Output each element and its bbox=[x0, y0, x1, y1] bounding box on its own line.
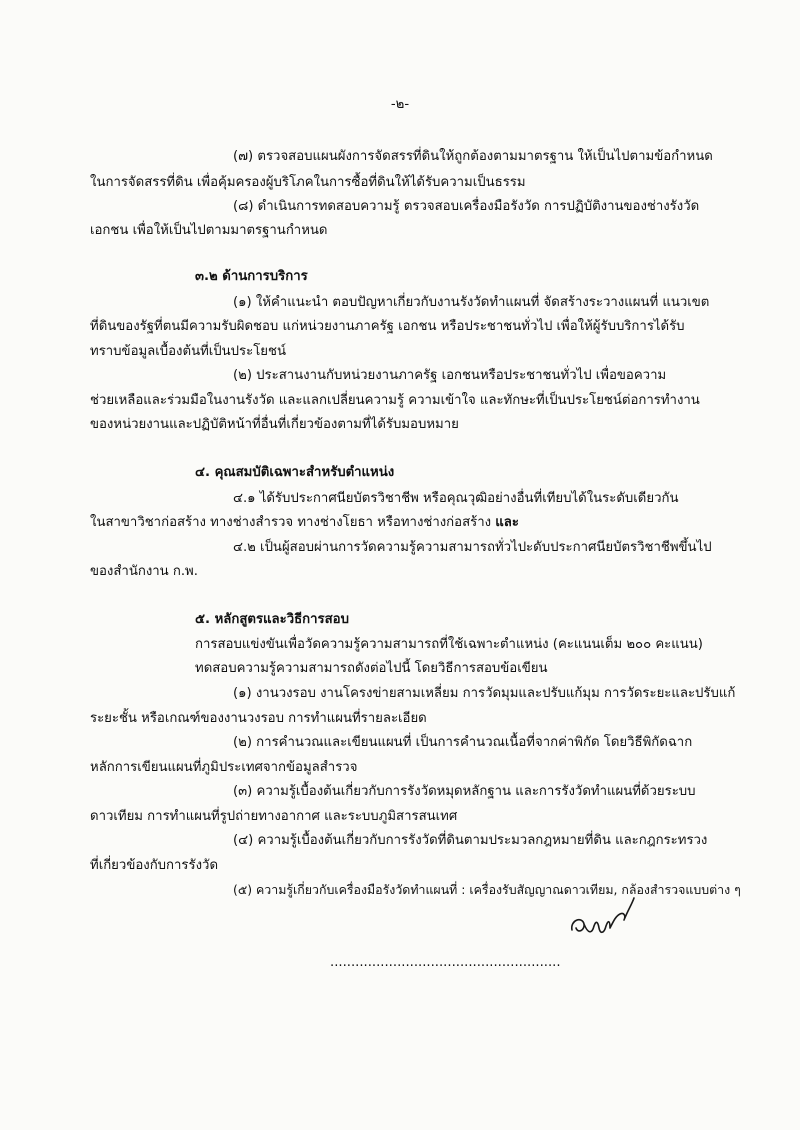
service-item-2-line-3: ของหน่วยงานและปฏิบัติหน้าที่อื่นที่เกี่ยวข้องตามที่ได้รับมอบหมาย bbox=[90, 417, 459, 432]
handwritten-signature bbox=[568, 890, 638, 944]
signature-icon bbox=[568, 890, 638, 940]
and-keyword: และ bbox=[495, 515, 519, 530]
qualification-4-1-line-1: ๔.๑ ได้รับประกาศนียบัตรวิชาชีพ หรือคุณวุฒิอย่างอื่นที่เทียบได้ในระดับเดียวกัน bbox=[233, 491, 679, 506]
exam-intro-line-2: ทดสอบความรู้ความสามารถดังต่อไปนี้ โดยวิธีการสอบข้อเขียน bbox=[195, 661, 548, 676]
section-5-heading: ๕. หลักสูตรและวิธีการสอบ bbox=[195, 612, 349, 627]
exam-item-1-line-1: (๑) งานวงรอบ งานโครงข่ายสามเหลี่ยม การวัดมุมและปรับแก้มุม การวัดระยะและปรับแก้ bbox=[233, 686, 736, 701]
service-item-2-line-1: (๒) ประสานงานกับหน่วยงานภาครัฐ เอกชนหรือประชาชนทั่วไป เพื่อขอความ bbox=[233, 368, 667, 383]
exam-item-3-line-2: ดาวเทียม การทำแผนที่รูปถ่ายทางอากาศ และระบบภูมิสารสนเทศ bbox=[90, 809, 458, 824]
qualification-4-1-line-2 bbox=[90, 514, 519, 532]
qualification-4-2-line-2: ของสำนักงาน ก.พ. bbox=[90, 564, 198, 579]
qualification-4-2-line-1: ๔.๒ เป็นผู้สอบผ่านการวัดความรู้ความสามารถทั่วไปะดับประกาศนียบัตรวิชาชีพขึ้นไป bbox=[233, 540, 712, 555]
page-number: -๒- bbox=[390, 97, 410, 112]
item-8-line-2: เอกชน เพื่อให้เป็นไปตามมาตรฐานกำหนด bbox=[90, 223, 328, 238]
exam-item-5-line-1: (๕) ความรู้เกี่ยวกับเครื่องมือรังวัดทำแผนที่ : เครื่องรับสัญญาณดาวเทียม, กล้องสำรวจแบบต่าง ๆ bbox=[233, 882, 741, 897]
exam-item-4-line-1: (๔) ความรู้เบื้องต้นเกี่ยวกับการรังวัดที่ดินตามประมวลกฎหมายที่ดิน และกฎกระทรวง bbox=[233, 833, 708, 848]
service-item-2-line-2: ช่วยเหลือและร่วมมือในงานรังวัด และแลกเปลี่ยนความรู้ ความเข้าใจ และทักษะที่เป็นประโยชน์ต่อการทำงาน bbox=[90, 393, 700, 408]
qualification-text: ในสาขาวิชาก่อสร้าง ทางช่างสำรวจ ทางช่างโยธา หรือทางช่างก่อสร้าง bbox=[90, 515, 496, 530]
exam-item-3-line-1: (๓) ความรู้เบื้องต้นเกี่ยวกับการรังวัดหมุดหลักฐาน และการรังวัดทำแผนที่ด้วยระบบ bbox=[233, 784, 696, 799]
section-3-2-heading: ๓.๒ ด้านการบริการ bbox=[195, 269, 308, 284]
exam-item-2-line-2: หลักการเขียนแผนที่ภูมิประเทศจากข้อมูลสำรวจ bbox=[90, 760, 358, 775]
exam-item-1-line-2: ระยะชั้น หรือเกณฑ์ของงานวงรอบ การทำแผนที่รายละเอียด bbox=[90, 711, 427, 726]
item-8-line-1: (๘) ดำเนินการทดสอบความรู้ ตรวจสอบเครื่องมือรังวัด การปฏิบัติงานของช่างรังวัด bbox=[233, 199, 700, 214]
service-item-1-line-2: ที่ดินของรัฐที่ตนมีความรับผิดชอบ แก่หน่วยงานภาครัฐ เอกชน หรือประชาชนทั่วไป เพื่อให้ผู้รับบริการได้รับ bbox=[90, 319, 685, 334]
exam-item-2-line-1: (๒) การคำนวณและเขียนแผนที่ เป็นการคำนวณเนื้อที่จากค่าพิกัด โดยวิธีพิกัดฉาก bbox=[233, 735, 693, 750]
exam-intro-line-1: การสอบแข่งขันเพื่อวัดความรู้ความสามารถที่ใช้เฉพาะตำแหน่ง (คะแนนเต็ม ๒๐๐ คะแนน) bbox=[195, 637, 703, 652]
service-item-1-line-3: ทราบข้อมูลเบื้องต้นที่เป็นประโยชน์ bbox=[90, 344, 286, 359]
item-7-line-2: ในการจัดสรรที่ดิน เพื่อคุ้มครองผู้บริโภคในการซื้อที่ดินให้ได้รับความเป็นธรรม bbox=[90, 175, 526, 190]
item-7-line-1: (๗) ตรวจสอบแผนผังการจัดสรรที่ดินให้ถูกต้องตามมาตรฐาน ให้เป็นไปตามข้อกำหนด bbox=[233, 149, 713, 164]
dotted-signature-line: ....................................................... bbox=[330, 955, 561, 970]
exam-item-4-line-2: ที่เกี่ยวข้องกับการรังวัด bbox=[90, 858, 219, 873]
section-4-heading: ๔. คุณสมบัติเฉพาะสำหรับตำแหน่ง bbox=[195, 465, 395, 480]
service-item-1-line-1: (๑) ให้คำแนะนำ ตอบปัญหาเกี่ยวกับงานรังวัดทำแผนที่ จัดสร้างระวางแผนที่ แนวเขต bbox=[233, 295, 710, 310]
